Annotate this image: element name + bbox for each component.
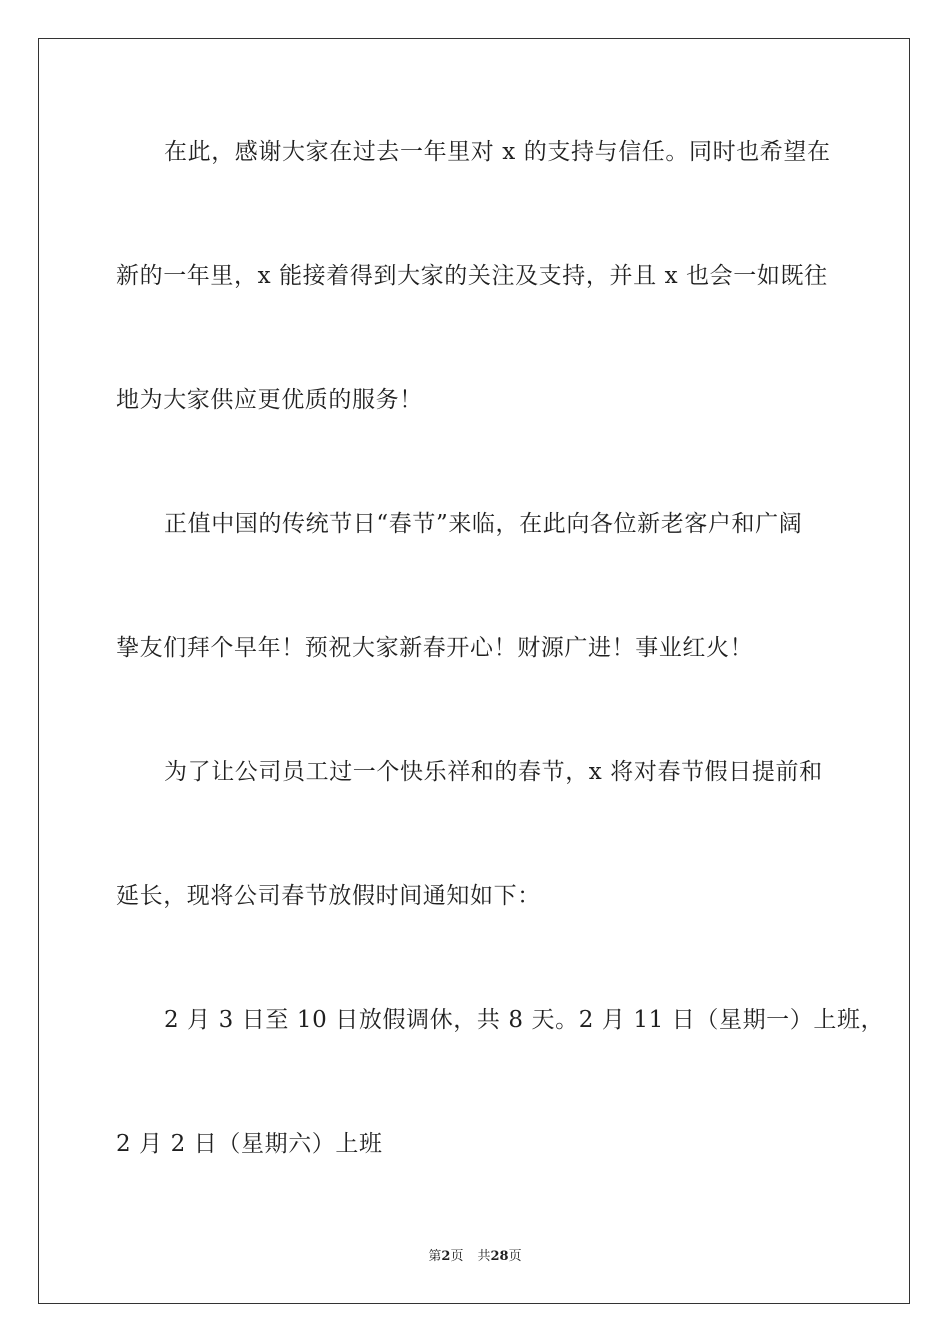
paragraph-3-line-1: 为了让公司员工过一个快乐祥和的春节，x 将对春节假日提前和 (164, 759, 823, 785)
paragraph-3-line-2: 延长，现将公司春节放假时间通知如下： (116, 883, 541, 909)
paragraph-1-line-1: 在此，感谢大家在过去一年里对 x 的支持与信任。同时也希望在 (164, 139, 831, 165)
footer-total-suffix: 页 (508, 1249, 522, 1264)
footer-page-prefix: 第 (428, 1249, 442, 1264)
footer-total-pages: 28 (490, 1249, 509, 1264)
page-border (38, 38, 910, 1304)
paragraph-1-line-3: 地为大家供应更优质的服务！ (116, 387, 423, 413)
footer-page-number: 2 (441, 1249, 451, 1264)
paragraph-4-line-2: 2 月 2 日（星期六）上班 (116, 1131, 383, 1157)
paragraph-2-line-1: 正值中国的传统节日“春节”来临，在此向各位新老客户和广阔 (164, 511, 803, 537)
paragraph-4-line-1: 2 月 3 日至 10 日放假调休，共 8 天。2 月 11 日（星期一）上班， (164, 1007, 885, 1033)
footer-total-prefix: 共 (477, 1249, 491, 1264)
paragraph-1-line-2: 新的一年里，x 能接着得到大家的关注及支持，并且 x 也会一如既往 (116, 263, 828, 289)
paragraph-2-line-2: 挚友们拜个早年！预祝大家新春开心！财源广进！事业红火！ (116, 635, 754, 661)
footer-page-suffix: 页 (450, 1249, 464, 1264)
page-footer (0, 1248, 950, 1266)
